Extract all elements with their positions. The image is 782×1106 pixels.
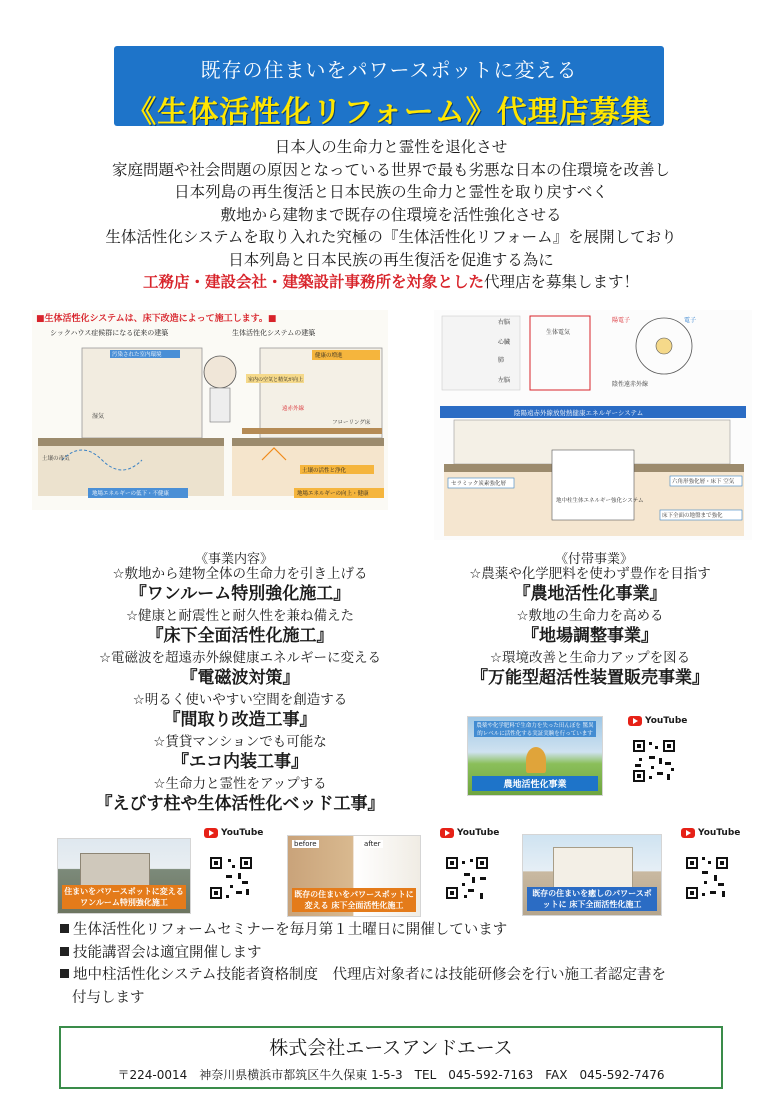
youtube-label: YouTube xyxy=(457,828,500,838)
system-label: 六角形強化層・床下 空気 xyxy=(672,479,735,485)
service-name: 『ワンルーム特別強化施工』 xyxy=(129,584,351,604)
left-label: 土壌の毒気 xyxy=(42,456,70,462)
service-desc: ☆賃貸マンションでも可能な xyxy=(153,734,327,750)
side-business-name: 『農地活性化事業』 xyxy=(513,584,667,604)
banner-subtitle: 既存の住まいをパワースポットに変える xyxy=(200,58,578,82)
left-diagram-title: シックハウス症候群になる従来の建築 xyxy=(50,329,169,337)
intro-line: 敷地から建物まで既存の住環境を活性強化させる xyxy=(220,205,562,224)
note-item-continued xyxy=(60,987,750,1010)
qr-code-house-1[interactable] xyxy=(208,855,254,901)
service-name: 『えびす柱や生体活性化ベッド工事』 xyxy=(95,794,385,814)
company-name: 株式会社エースアンドエース xyxy=(269,1037,513,1059)
left-label: 汚染された室内環境 xyxy=(112,352,162,358)
service-name: 『エコ内装工事』 xyxy=(172,752,308,772)
note-text: 地中柱活性化システム技能者資格制度 代理店対象者には技能研修会を行い施工者認定書を xyxy=(73,967,667,983)
house-photo-1[interactable] xyxy=(57,838,191,914)
house-photo-2[interactable] xyxy=(522,834,662,916)
intro-line: 日本人の生命力と霊性を退化させ xyxy=(274,138,508,156)
side-business-desc: ☆環境改善と生命力アップを図る xyxy=(489,650,691,666)
farm-top-caption: 農薬や化学肥料で生命力を失った田んぼを 驚異的レベルに活性化する実証実験を行っています xyxy=(474,721,596,737)
note-text: 生体活性化リフォームセミナーを毎月第１土曜日に開催しています xyxy=(73,922,508,938)
youtube-icon xyxy=(204,828,218,838)
service-desc: ☆明るく使いやすい空間を創造する xyxy=(132,692,348,708)
bullet-square-icon xyxy=(60,947,69,956)
qr-code-room[interactable] xyxy=(444,855,490,901)
energy-label: 陽電子 xyxy=(612,317,631,324)
system-banner: 陰陽遠赤外線放射熱健康エネルギーシステム xyxy=(514,409,644,417)
organ-label: 心臓 xyxy=(498,339,511,346)
youtube-link-house-2[interactable] xyxy=(681,828,740,838)
recruit-tail: 代理店を募集します！ xyxy=(484,273,640,291)
left-label: 地場エネルギーの低下・不健康 xyxy=(92,491,170,497)
after-label: after xyxy=(364,840,381,848)
system-label: 地中柱生体エネルギー強化システム xyxy=(556,498,644,504)
side-business-list xyxy=(430,566,750,692)
right-label: 遠赤外線 xyxy=(282,406,305,412)
services-list xyxy=(70,566,410,818)
energy-label: 陰性遠赤外線 xyxy=(612,381,649,388)
system-label: セラミック炭素強化層 xyxy=(451,481,506,487)
bio-energy-diagram xyxy=(434,310,752,540)
header-banner xyxy=(114,46,664,130)
bullet-square-icon xyxy=(60,969,69,978)
intro-line: 生体活性化システムを取り入れた究極の『生体活性化リフォーム』を展開しており xyxy=(105,228,677,246)
youtube-icon xyxy=(440,828,454,838)
left-label: 湿気 xyxy=(92,413,105,420)
side-business-name: 『万能型超活性装置販売事業』 xyxy=(471,668,709,688)
organ-label: 左脳 xyxy=(498,377,511,384)
side-business-desc: ☆敷地の生命力を高める xyxy=(516,608,664,624)
youtube-link-house-1[interactable] xyxy=(204,828,263,838)
youtube-label: YouTube xyxy=(698,828,741,838)
company-box xyxy=(59,1026,723,1089)
qr-code-house-2[interactable] xyxy=(684,855,730,901)
intro-line-recruit xyxy=(0,271,782,294)
side-business-heading: 《付帯事業》 xyxy=(555,552,634,567)
banner-title: 《生体活性化リフォーム》代理店募集 xyxy=(126,95,652,130)
right-label: 土壌の活性と浄化 xyxy=(302,468,347,474)
qr-code-farm[interactable] xyxy=(631,738,677,784)
organ-label: 右脳 xyxy=(498,319,511,326)
note-item xyxy=(60,964,750,987)
youtube-link-room[interactable] xyxy=(440,828,499,838)
organ-label: 肺 xyxy=(498,357,505,364)
service-desc: ☆電磁波を超遠赤外線健康エネルギーに変える xyxy=(98,650,382,666)
tree-shape xyxy=(526,747,546,773)
note-item xyxy=(60,919,750,942)
energy-label: 電子 xyxy=(684,317,697,324)
intro-line: 日本列島の再生復活と日本民族の生命力と霊性を取り戻すべく xyxy=(174,183,608,201)
service-name: 『間取り改造工事』 xyxy=(163,710,317,730)
system-label: 床下全面の地盤まで強化 xyxy=(662,513,723,519)
house-caption-2: 既存の住まいを癒しのパワースポットに 床下全面活性化施工 xyxy=(527,887,657,911)
note-text: 付与します xyxy=(72,989,145,1006)
house-section-diagram xyxy=(32,310,388,510)
house-caption-1: 住まいをパワースポットに変える ワンルーム特別強化施工 xyxy=(62,885,186,909)
service-desc: ☆生命力と霊性をアップする xyxy=(153,776,327,792)
before-label: before xyxy=(294,840,317,848)
energy-label: 生体電気 xyxy=(546,329,571,336)
youtube-label: YouTube xyxy=(221,828,264,838)
youtube-icon xyxy=(628,716,642,726)
intro-line: 家庭問題や社会問題の原因となっている世界で最も劣悪な日本の住環境を改善し xyxy=(111,160,670,179)
intro-line: 日本列島と日本民族の再生復活を促進する為に xyxy=(228,250,554,269)
right-label: 室内の空気と精気が向上 xyxy=(248,377,304,383)
services-heading: 《事業内容》 xyxy=(195,552,274,567)
right-diagram-title: 生体活性化システムの建築 xyxy=(232,329,316,337)
side-business-desc: ☆農薬や化学肥料を使わず豊作を目指す xyxy=(469,566,711,582)
notes-list xyxy=(60,919,750,1009)
intro-text xyxy=(0,136,782,294)
farm-photo[interactable] xyxy=(467,716,603,796)
room-caption: 既存の住まいをパワースポットに変える 床下全面活性化施工 xyxy=(292,888,416,912)
right-label: 健康の増進 xyxy=(315,353,343,359)
service-name: 『床下全面活性化施工』 xyxy=(146,626,334,646)
company-address: 〒224-0014 神奈川県横浜市都筑区牛久保東 1-5-3 TEL 045-592-7163 FAX 045-592-7476 xyxy=(117,1068,665,1082)
recruit-target: 工務店・建設会社・建築設計事務所を対象とした xyxy=(142,273,484,291)
side-business-name: 『地場調整事業』 xyxy=(522,626,658,646)
service-name: 『電磁波対策』 xyxy=(180,668,300,688)
note-item xyxy=(60,942,750,965)
bullet-square-icon xyxy=(60,924,69,933)
right-label: 地場エネルギーの向上・健康 xyxy=(297,491,369,497)
youtube-link-farm[interactable] xyxy=(628,716,687,726)
right-label: フローリング床 xyxy=(332,420,371,426)
room-photo[interactable] xyxy=(287,835,421,917)
diagram-heading: ■生体活性化システムは、床下改造によって施工します。■ xyxy=(36,314,277,324)
note-text: 技能講習会は適宜開催します xyxy=(73,944,262,961)
service-desc: ☆敷地から建物全体の生命力を引き上げる xyxy=(112,566,368,582)
youtube-icon xyxy=(681,828,695,838)
service-desc: ☆健康と耐震性と耐久性を兼ね備えた xyxy=(125,608,355,624)
farm-caption: 農地活性化事業 xyxy=(472,776,598,791)
youtube-label: YouTube xyxy=(645,716,688,726)
